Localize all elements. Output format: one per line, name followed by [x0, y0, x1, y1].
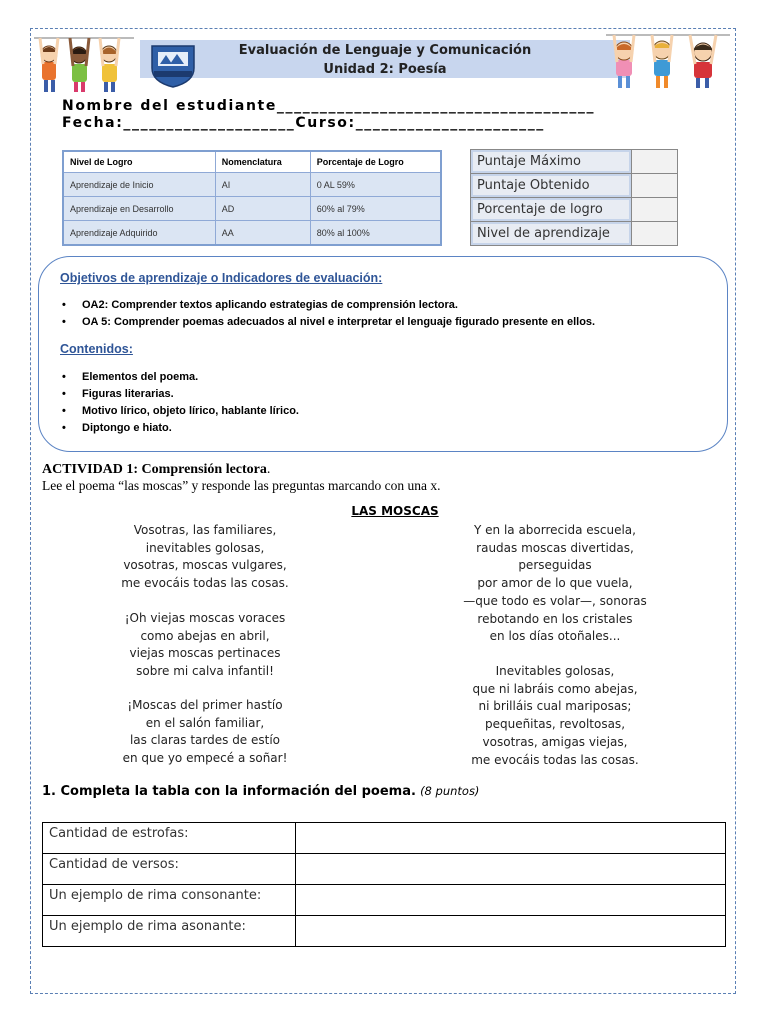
question-1: [42, 784, 479, 799]
poem-verse: ¡Oh viejas moscas voraces: [124, 611, 286, 625]
list-item: • Motivo lírico, objeto lírico, hablante lírico.: [62, 403, 299, 420]
score-value-cell[interactable]: [632, 198, 678, 222]
poem-stanza: [100, 610, 310, 681]
score-label: Nivel de aprendizaje: [471, 222, 632, 246]
achievement-levels-table: [62, 150, 442, 246]
poem-verse: Inevitables golosas,: [495, 664, 615, 678]
column-header: Porcentaje de Logro: [310, 151, 441, 173]
score-value-cell[interactable]: [632, 174, 678, 198]
table-row: [471, 198, 678, 222]
poem-verse: —que todo es volar—, sonoras: [463, 593, 647, 608]
poem-verse: me evocáis todas las cosas.: [471, 752, 639, 767]
answer-cell[interactable]: [296, 823, 726, 854]
contents-list: [62, 369, 299, 437]
poem-stanza: [100, 522, 310, 593]
poem-stanza: [440, 522, 670, 646]
activity-title: [42, 462, 270, 478]
score-label: Puntaje Máximo: [471, 150, 632, 174]
table-cell: AA: [215, 221, 310, 246]
poem-title: LAS MOSCAS: [351, 504, 439, 518]
activity-title-text: ACTIVIDAD 1: Comprensión lectora: [42, 462, 267, 477]
table-cell: Aprendizaje en Desarrollo: [63, 197, 215, 221]
list-item: [62, 314, 595, 331]
evaluation-title: Evaluación de Lenguaje y Comunicación: [238, 43, 532, 58]
objectives-heading: Objetivos de aprendizaje o Indicadores de evaluación:: [60, 271, 383, 285]
table-cell: 80% al 100%: [310, 221, 441, 246]
table-row: [63, 173, 441, 197]
contents-heading: Contenidos:: [60, 342, 133, 356]
row-label: Cantidad de estrofas:: [43, 823, 296, 854]
poem-verse: ¡Moscas del primer hastío: [127, 698, 283, 712]
table-row: [43, 823, 726, 854]
list-item: • Diptongo e hiato.: [62, 420, 299, 437]
score-label: Puntaje Obtenido: [471, 174, 632, 198]
table-row: [43, 916, 726, 947]
activity-title-period: .: [266, 462, 271, 477]
header-title: [140, 41, 630, 79]
row-label: Cantidad de versos:: [43, 854, 296, 885]
table-cell: Aprendizaje Adquirido: [63, 221, 215, 246]
poem-info-table: [42, 822, 726, 947]
table-header-row: [63, 151, 441, 173]
objectives-list: [62, 297, 595, 331]
poem-verse: raudas moscas divertidas,: [476, 540, 634, 555]
children-illustration-left: [34, 32, 134, 94]
date-course-field[interactable]: Fecha:____________________Curso:______________________: [62, 115, 545, 131]
score-value-cell[interactable]: [632, 150, 678, 174]
table-cell: AD: [215, 197, 310, 221]
objective-code: OA2:: [82, 299, 109, 311]
poem-verse: Y en la aborrecida escuela,: [474, 523, 636, 537]
answer-cell[interactable]: [296, 885, 726, 916]
poem-verse: perseguidas: [518, 558, 592, 573]
table-row: [63, 221, 441, 246]
objective-code: OA 5:: [82, 316, 111, 328]
poem-verse: en el salón familiar,: [145, 715, 265, 730]
children-illustration-right: [606, 30, 730, 92]
table-row: [471, 174, 678, 198]
table-cell: 60% al 79%: [310, 197, 441, 221]
poem-verse: las claras tardes de estío: [129, 733, 281, 748]
score-value-cell[interactable]: [632, 222, 678, 246]
poem-stanza: [100, 697, 310, 768]
poem-verse: sobre mi calva infantil!: [136, 664, 274, 679]
table-cell: Aprendizaje de Inicio: [63, 173, 215, 197]
poem-verse: en que yo empecé a soñar!: [122, 751, 288, 766]
table-row: [43, 885, 726, 916]
score-label: Porcentaje de logro: [471, 198, 632, 222]
objective-text: Comprender poemas adecuados al nivel e interpretar el lenguaje figurado presente en ellos.: [110, 316, 596, 328]
table-cell: AI: [215, 173, 310, 197]
poem-verse: pequeñitas, revoltosas,: [484, 717, 626, 732]
list-item: • Figuras literarias.: [62, 386, 299, 403]
table-row: [63, 197, 441, 221]
unit-title: Unidad 2: Poesía: [323, 62, 447, 77]
poem-verse: en los días otoñales...: [489, 629, 621, 644]
list-item: • Elementos del poema.: [62, 369, 299, 386]
poem-stanza: [440, 663, 670, 769]
column-header: Nomenclatura: [215, 151, 310, 173]
poem-verse: rebotando en los cristales: [477, 611, 633, 626]
poem-verse: me evocáis todas las cosas.: [121, 576, 289, 591]
activity-instruction: Lee el poema “las moscas” y responde las preguntas marcando con una x.: [42, 478, 441, 493]
score-table: [470, 149, 678, 246]
question-points: (8 puntos): [420, 784, 480, 798]
poem-verse: vosotras, moscas vulgares,: [123, 558, 287, 573]
poem-verse: por amor de lo que vuela,: [477, 576, 633, 591]
poem-verse: inevitables golosas,: [145, 540, 265, 555]
answer-cell[interactable]: [296, 916, 726, 947]
answer-cell[interactable]: [296, 854, 726, 885]
column-header: Nivel de Logro: [63, 151, 215, 173]
table-row: [43, 854, 726, 885]
poem-verse: vosotras, amigas viejas,: [482, 734, 628, 749]
poem-verse: como abejas en abril,: [140, 628, 270, 643]
poem-verse: ni brilláis cual mariposas;: [478, 699, 632, 714]
poem-verse: viejas moscas pertinaces: [129, 646, 281, 661]
row-label: Un ejemplo de rima consonante:: [43, 885, 296, 916]
table-cell: 0 AL 59%: [310, 173, 441, 197]
poem-verse: que ni labráis como abejas,: [472, 681, 638, 696]
question-text: 1. Completa la tabla con la información del poema.: [42, 784, 416, 799]
poem-verse: Vosotras, las familiares,: [133, 523, 277, 537]
table-row: [471, 150, 678, 174]
list-item: [62, 297, 595, 314]
table-row: [471, 222, 678, 246]
objective-text: Comprender textos aplicando estrategias de comprensión lectora.: [108, 299, 458, 311]
student-name-field[interactable]: Nombre del estudiante_____________________________________: [62, 98, 596, 114]
row-label: Un ejemplo de rima asonante:: [43, 916, 296, 947]
